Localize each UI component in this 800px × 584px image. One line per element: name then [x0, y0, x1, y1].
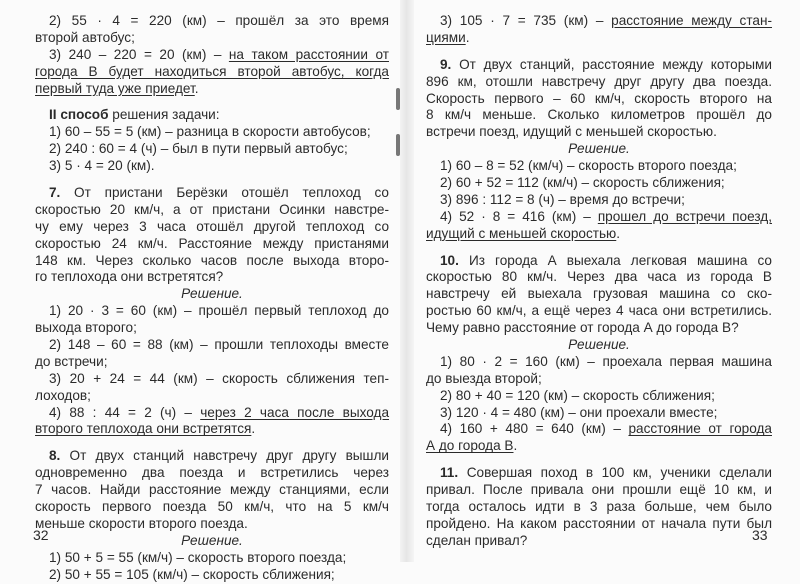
- underlined-answer: расстояние от города: [628, 421, 772, 437]
- text-line: [426, 337, 772, 354]
- text-line: [35, 253, 389, 270]
- book-spine: [400, 0, 414, 562]
- text-line: [426, 124, 772, 141]
- text-segment: 1) 60 – 55 = 5 (км) – разница в скорости автобусов;: [49, 124, 371, 140]
- text-segment: 1) 20 · 3 = 60 (км) – прошёл первый теплоход до: [49, 303, 389, 319]
- text-segment: 896 км, отошли навстречу друг другу два поезда.: [426, 73, 772, 89]
- text-line: [426, 57, 772, 74]
- text-line: [426, 405, 772, 422]
- text-segment: выхода второго;: [35, 320, 137, 336]
- text-line: [426, 30, 772, 47]
- text-segment: 1) 60 – 8 = 52 (км/ч) – скорость второго поезда;: [440, 158, 737, 174]
- text-segment: скоростью 20 км/ч, а от пристани Осинки навстре-: [35, 201, 389, 217]
- text-line: [35, 124, 389, 141]
- text-segment: тогда осталось идти в 3 раза больше, чем было: [426, 499, 772, 515]
- text-segment: го теплохода они встретятся?: [35, 269, 224, 285]
- solution-step: [426, 405, 772, 422]
- text-line: [35, 567, 389, 584]
- text-segment: до встречи;: [35, 353, 108, 369]
- text-segment: .: [513, 438, 518, 454]
- text-segment: 3) 105 · 7 = 735 (км) –: [440, 13, 612, 28]
- text-segment: .: [251, 421, 256, 437]
- solution-step: [426, 209, 772, 243]
- text-segment: 1) 80 · 2 = 160 (км) – проехала первая машина: [440, 353, 772, 369]
- text-segment: решения задачи:: [108, 107, 220, 123]
- text-line: [426, 107, 772, 124]
- text-segment: 3) 120 · 4 = 480 (км) – они проехали вместе;: [440, 404, 718, 420]
- text-line: [426, 465, 772, 482]
- task-paragraph: [426, 253, 772, 337]
- text-segment: Решение.: [181, 286, 243, 302]
- text-segment: лоходов;: [35, 387, 91, 403]
- solution-step: [426, 158, 772, 175]
- text-line: [426, 175, 772, 192]
- text-segment: встречи поезд, идущий с меньшей скоростью.: [426, 124, 717, 140]
- text-line: [426, 388, 772, 405]
- text-line: [426, 253, 772, 270]
- solution-step: [35, 141, 389, 158]
- binding-mark: [396, 88, 400, 110]
- text-line: [426, 141, 772, 158]
- text-line: [35, 371, 389, 388]
- text-line: [426, 533, 772, 550]
- text-line: [35, 202, 389, 219]
- text-segment: 4) 52 · 8 = 416 (км) –: [440, 208, 598, 224]
- text-segment: скоростью 24 км/ч. Расстояние между пристанями: [35, 235, 389, 251]
- text-line: [35, 81, 389, 98]
- text-segment: От двух станций, расстояние между которыми: [451, 56, 772, 72]
- text-line: [35, 158, 389, 175]
- text-segment: Из города А выехала легковая машина со: [458, 252, 772, 268]
- text-line: [426, 438, 772, 455]
- text-segment: Решение.: [181, 532, 243, 548]
- text-line: [35, 303, 389, 320]
- text-line: [426, 158, 772, 175]
- task-paragraph: [35, 185, 389, 286]
- text-line: [35, 107, 389, 124]
- text-line: [35, 465, 389, 482]
- binding-mark: [396, 134, 400, 156]
- text-line: [35, 47, 389, 64]
- solution-step: [35, 371, 389, 405]
- solution-heading: [35, 286, 389, 303]
- solution-step: [35, 158, 389, 175]
- text-line: [426, 91, 772, 108]
- solution-step: [426, 354, 772, 388]
- bold-label: II способ: [49, 107, 109, 123]
- text-segment: 3) 240 – 220 = 20 (км) –: [49, 46, 229, 62]
- task-paragraph: [426, 57, 772, 141]
- text-segment: до выезда второй;: [426, 370, 542, 386]
- text-segment: 8 км/ч меньше. Сколько километров прошёл до: [426, 107, 772, 123]
- text-line: [35, 533, 389, 550]
- text-segment: От пристани Берёзки отошёл теплоход со: [60, 185, 389, 201]
- text-segment: 3) 896 : 112 = 8 (ч) – время до встречи;: [440, 191, 685, 207]
- task-paragraph: [35, 448, 389, 532]
- text-segment: 2) 148 – 60 = 88 (км) – прошли теплоходы вместе: [49, 337, 389, 353]
- text-segment: 2) 240 : 60 = 4 (ч) – был в пути первый автобус;: [49, 141, 348, 157]
- text-line: [35, 236, 389, 253]
- text-segment: 2) 50 + 55 = 105 (км/ч) – скорость сближения;: [49, 566, 335, 582]
- underlined-answer: города В будет находиться второй автобус, когда: [35, 63, 389, 79]
- bold-label: 7.: [49, 185, 61, 201]
- text-segment: навстречу ей выехала грузовая машина со ско-: [426, 286, 772, 302]
- text-line: [426, 482, 772, 499]
- text-line: [35, 320, 389, 337]
- underlined-answer: циями: [426, 29, 466, 45]
- text-line: [35, 499, 389, 516]
- task-paragraph: [35, 107, 389, 124]
- text-segment: скорость первого поезда 50 км/ч, что на 5 км/ч: [35, 499, 389, 515]
- page-number-left: 32: [33, 527, 49, 543]
- solution-step: [35, 550, 389, 567]
- solution-step: [426, 175, 772, 192]
- text-segment: ростью 60 км/ч, а ещё через 4 часа они встретились.: [426, 303, 772, 319]
- bold-label: 11.: [440, 465, 459, 481]
- text-line: [426, 354, 772, 371]
- text-segment: 3) 5 · 4 = 20 (км).: [49, 158, 155, 174]
- text-line: [35, 13, 389, 30]
- bold-label: 8.: [49, 448, 61, 464]
- solution-step: [35, 47, 389, 98]
- text-line: [426, 286, 772, 303]
- text-line: [35, 550, 389, 567]
- text-segment: Совершая поход в 100 км, ученики сделали: [458, 465, 772, 481]
- text-line: [35, 482, 389, 499]
- solution-heading: [426, 337, 772, 354]
- bold-label: 10.: [440, 252, 459, 268]
- text-segment: .: [616, 225, 621, 241]
- solution-step: [426, 192, 772, 209]
- text-line: [35, 516, 389, 533]
- text-line: [426, 226, 772, 243]
- text-segment: .: [194, 80, 199, 96]
- underlined-answer: А до города В: [426, 438, 514, 454]
- text-line: [35, 337, 389, 354]
- underlined-answer: на таком расстоянии от: [228, 46, 389, 62]
- text-segment: скоростью 80 км/ч. Через два часа из города В: [426, 269, 772, 285]
- text-segment: 3) 20 + 24 = 44 (км) – скорость сближения теп-: [49, 370, 389, 386]
- text-segment: 1) 50 + 5 = 55 (км/ч) – скорость второго поезда;: [49, 549, 347, 565]
- text-segment: Решение.: [568, 337, 630, 353]
- text-line: [35, 421, 389, 438]
- solution-step: [426, 13, 772, 47]
- text-line: [426, 74, 772, 91]
- text-line: [426, 516, 772, 533]
- task-paragraph: [426, 465, 772, 549]
- text-segment: Решение.: [568, 141, 630, 157]
- text-line: [35, 269, 389, 286]
- text-line: [426, 13, 772, 30]
- text-line: [426, 192, 772, 209]
- solution-heading: [35, 533, 389, 550]
- text-line: [426, 320, 772, 337]
- underlined-answer: через 2 часа после выхода: [200, 404, 390, 420]
- text-line: [426, 421, 772, 438]
- underlined-answer: прошел до встречи поезд,: [597, 208, 772, 224]
- text-line: [35, 405, 389, 422]
- text-line: [426, 303, 772, 320]
- solution-step: [35, 13, 389, 47]
- text-segment: одновременно два поезда и встретились через: [35, 465, 389, 481]
- text-line: [426, 499, 772, 516]
- text-segment: меньше скорости второго поезда.: [35, 515, 248, 531]
- solution-heading: [426, 141, 772, 158]
- text-segment: 2) 80 + 40 = 120 (км) – скорость сближения;: [440, 387, 715, 403]
- text-line: [35, 354, 389, 371]
- text-segment: .: [465, 29, 470, 45]
- text-segment: чу ему через 3 часа отошёл другой теплоход со: [35, 218, 389, 234]
- text-line: [35, 30, 389, 47]
- text-line: [426, 269, 772, 286]
- underlined-answer: первый туда уже приедет: [35, 80, 195, 96]
- text-segment: От двух станций навстречу друг другу вышли: [60, 448, 389, 464]
- text-segment: 7 часов. Найди расстояние между станциями, если: [35, 482, 389, 498]
- solution-step: [426, 388, 772, 405]
- solution-step: [426, 421, 772, 455]
- text-segment: второй автобус;: [35, 29, 135, 45]
- text-line: [35, 286, 389, 303]
- text-segment: 4) 88 : 44 = 2 (ч) –: [49, 404, 201, 420]
- text-segment: пройдено. На каком расстоянии от начала пути был: [426, 515, 772, 531]
- text-line: [426, 209, 772, 226]
- text-segment: Скорость первого – 60 км/ч, скорость второго на: [426, 90, 772, 106]
- solution-step: [35, 303, 389, 337]
- text-segment: 4) 160 + 480 = 640 (км) –: [440, 421, 629, 437]
- text-line: [35, 388, 389, 405]
- bold-label: 9.: [440, 56, 452, 72]
- text-segment: сделан привал?: [426, 532, 528, 548]
- text-segment: Чему равно расстояние от города А до города В?: [426, 320, 739, 336]
- solution-step: [35, 405, 389, 439]
- underlined-answer: второго теплохода они встретятся: [35, 421, 252, 437]
- text-line: [35, 185, 389, 202]
- solution-step: [35, 124, 389, 141]
- text-segment: привал. После привала они прошли ещё 10 км, и: [426, 482, 772, 498]
- text-segment: 2) 55 · 4 = 220 (км) – прошёл за это время: [49, 13, 389, 28]
- underlined-answer: расстояние между стан-: [611, 13, 772, 28]
- text-segment: 2) 60 + 52 = 112 (км/ч) – скорость сближения;: [440, 175, 725, 191]
- text-line: [35, 64, 389, 81]
- underlined-answer: идущий с меньшей скоростью: [426, 225, 617, 241]
- text-line: [426, 371, 772, 388]
- text-segment: 148 км. Через сколько часов после выхода второ-: [35, 252, 389, 268]
- solution-step: [35, 567, 389, 584]
- text-line: [35, 141, 389, 158]
- solution-step: [35, 337, 389, 371]
- text-line: [35, 448, 389, 465]
- page-right: [426, 13, 772, 550]
- page-number-right: 33: [752, 527, 768, 543]
- page-left: [35, 13, 389, 584]
- text-line: [35, 219, 389, 236]
